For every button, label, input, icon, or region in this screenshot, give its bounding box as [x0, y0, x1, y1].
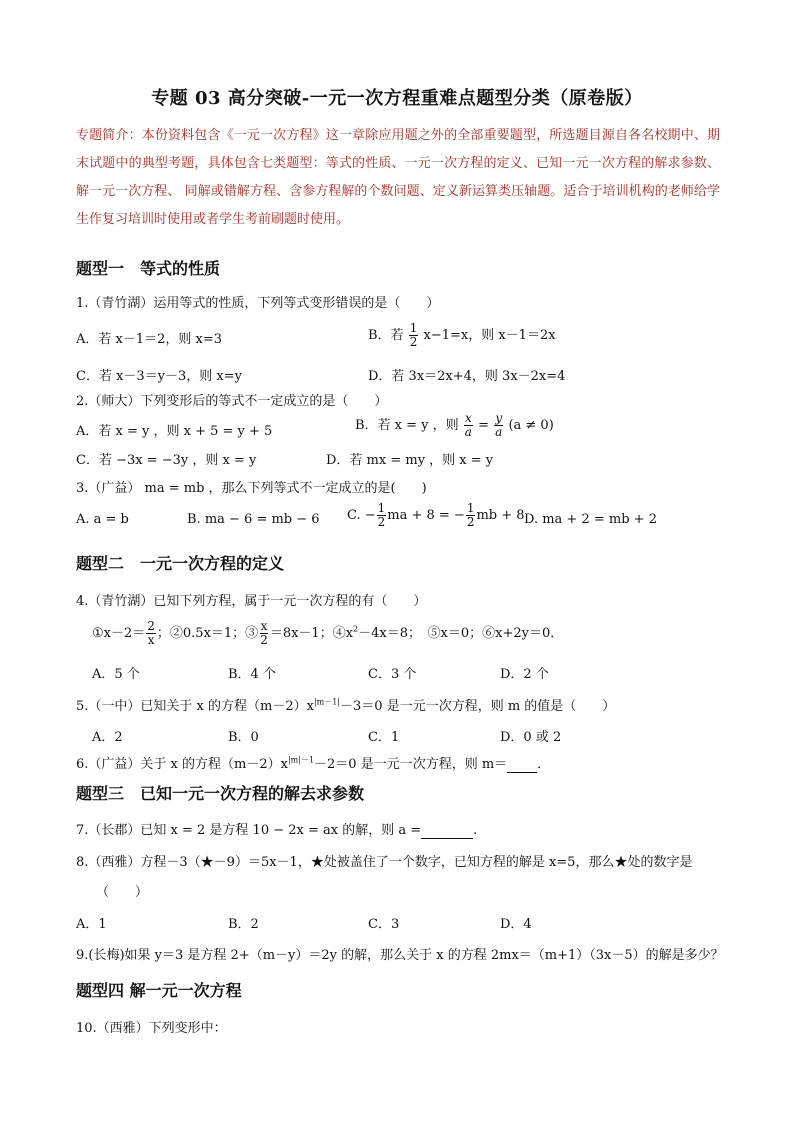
- answer-blank[interactable]: [421, 823, 473, 839]
- question-8-option-a: A．1: [76, 917, 107, 932]
- page-title: 专题 03 高分突破-一元一次方程重难点题型分类（原卷版）: [151, 88, 643, 109]
- question-5-option-a: A．2: [92, 730, 123, 745]
- section-heading-4: 题型四 解一元一次方程: [76, 981, 242, 1000]
- section-heading-1: 题型一 等式的性质: [76, 259, 221, 278]
- question-4-option-b: B．4 个: [228, 667, 276, 682]
- question-2-option-b: B．若 x = y ，则 $\frac{x}{a}$ = $\frac{y}{a}$ (a ≠ 0): [355, 411, 554, 439]
- question-3-stem: 3.（广益） ma = mb ，那么下列等式不一定成立的是( ): [76, 481, 427, 496]
- question-8-option-d: D．4: [500, 917, 532, 932]
- question-2-option-c: C．若 −3x = −3y ，则 x = y: [76, 453, 257, 468]
- fraction: $\frac{1}{2}$: [466, 501, 475, 529]
- fraction: $\frac{1}{2}$: [409, 321, 418, 349]
- question-2-option-a: A．若 x = y ，则 x + 5 = y + 5: [76, 424, 273, 439]
- question-9-stem: 9.(长梅)如果 y＝3 是方程 2+（m－y）＝2y 的解，那么关于 x 的方程 2mx＝（m+1）（3x－5）的解是多少？: [76, 948, 724, 963]
- fraction: $\frac{2}{x}$: [147, 619, 155, 647]
- question-3-option-b: B. ma − 6 = mb − 6: [187, 512, 320, 527]
- question-4-option-d: D．2 个: [500, 667, 549, 682]
- question-5-option-d: D．0 或 2: [500, 730, 562, 745]
- question-3-option-d: D. ma + 2 = mb + 2: [524, 512, 657, 527]
- question-8-option-b: B．2: [228, 917, 259, 932]
- question-4-equations: ①x－2＝ $\frac{2}{x}$ ；②0.5x＝1；③ $\frac{x}{2}$ ＝8x－1；$④x^2-4x=8$； ⑤x＝0；⑥x+2y＝0．: [92, 619, 564, 647]
- question-10-stem: 10.（西雅）下列变形中：: [76, 1021, 227, 1036]
- question-1-stem: 1.（青竹湖）运用等式的性质，下列等式变形错误的是（ ）: [76, 296, 440, 311]
- question-3-option-a: A. a = b: [76, 512, 129, 527]
- question-8-option-c: C．3: [368, 917, 400, 932]
- section-heading-2: 题型二 一元一次方程的定义: [76, 554, 285, 573]
- question-7-stem: 7.（长郡）已知 x = 2 是方程 10 − 2x = ax 的解，则 a = .: [76, 823, 478, 838]
- question-2-option-d: D．若 mx = my ，则 x = y: [326, 453, 494, 468]
- question-5-option-b: B．0: [228, 730, 259, 745]
- question-2-stem: 2.（师大）下列变形后的等式不一定成立的是（ ）: [76, 394, 388, 409]
- question-1-option-d: D．若 3x＝2x+4，则 3x－2x=4: [368, 369, 566, 384]
- question-3-option-c: C. − $\frac{1}{2}$ ma + 8 = − $\frac{1}{2}$ mb + 8: [347, 501, 525, 529]
- question-5-option-c: C．1: [368, 730, 400, 745]
- question-5-stem: 5.（一中）已知关于 x 的方程$(m-2)x^{|m-1|}-3=0$ 是一元一次方程，则 m 的值是（ ）: [76, 697, 616, 714]
- question-4-option-a: A．5 个: [92, 667, 140, 682]
- question-4-stem: 4.（青竹湖）已知下列方程，属于一元一次方程的有（ ）: [76, 594, 427, 609]
- section-heading-3: 题型三 已知一元一次方程的解去求参数: [76, 784, 365, 803]
- question-8-paren: （ ）: [96, 885, 149, 900]
- intro-paragraph: 专题简介：本份资料包含《一元一次方程》这一章除应用题之外的全部重要题型，所选题目源自各名校期中、期末试题中的典型考题，具体包含七类题型：等式的性质、一元一次方程的定义、已知一元一次方程的解求参数、解一元一次方程、 同解或错解方程、含参方程解的个数问题、定义新运算类压轴题。适合于培训机构的老师给学生作复习培训时使用或者学生考前刷题时使用。: [76, 128, 720, 227]
- question-1-option-a: A．若 x－1＝2，则 x=3: [76, 332, 223, 347]
- question-4-option-c: C．3 个: [368, 667, 417, 682]
- fraction: $\frac{x}{a}$: [464, 411, 472, 439]
- fraction: $\frac{1}{2}$: [377, 501, 386, 529]
- question-1-option-b: B．若 $\frac{1}{2}$ x−1=x，则 x－1＝2x: [368, 321, 556, 349]
- question-6-stem: 6.（广益）关于 x 的方程$(m-2)x^{|m|-1}-2=0$ 是一元一次方程，则 m＝ ．: [76, 755, 551, 772]
- question-1-option-c: C．若 x－3＝y－3，则 x=y: [76, 369, 242, 384]
- fraction: $\frac{x}{2}$: [260, 619, 268, 647]
- fraction: $\frac{y}{a}$: [495, 411, 503, 439]
- question-8-stem: 8.（西雅）方程－3（★－9）＝5x－1，★处被盖住了一个数字，已知方程的解是 x=5，那么★处的数字是: [76, 855, 693, 870]
- answer-blank[interactable]: [507, 757, 537, 773]
